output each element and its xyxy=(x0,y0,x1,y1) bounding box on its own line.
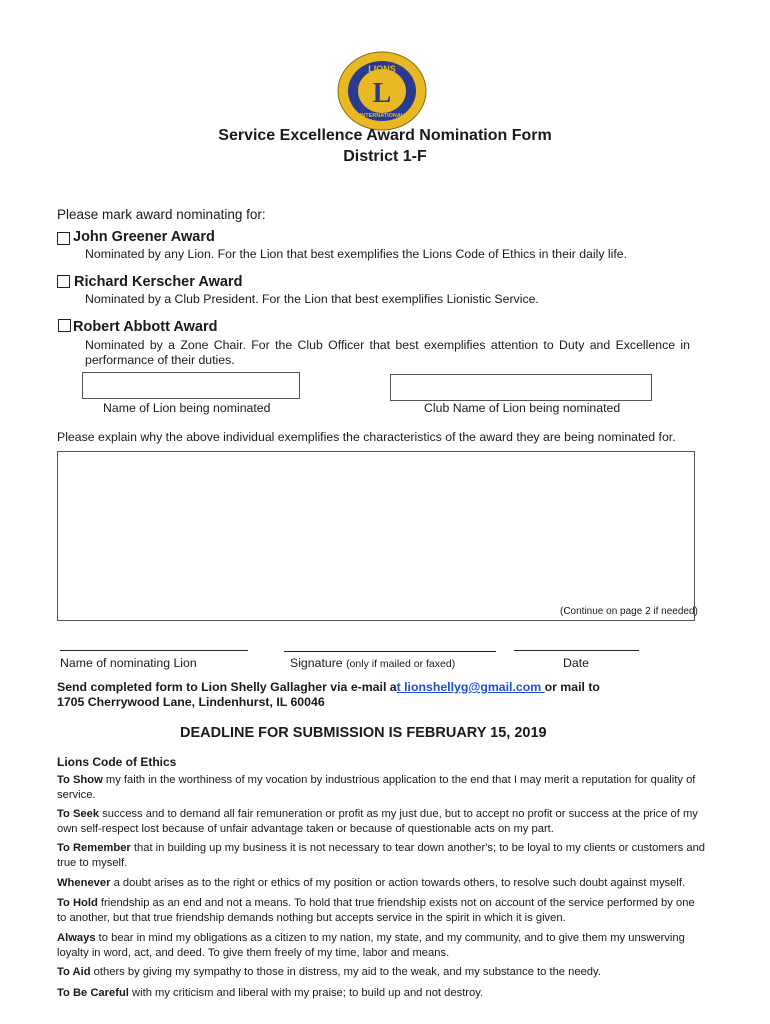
code-item-whenever xyxy=(57,876,707,891)
explanation-textarea[interactable] xyxy=(57,451,695,621)
code-item-to-remember xyxy=(57,841,707,870)
code-text: friendship as an end and not a means. To hold that true friendship exists not on account of the service performed by one to another, but that true friendship demands nothing but accepts service in the spirit in which it is given. xyxy=(57,897,695,924)
code-text: to bear in mind my obligations as a citizen to my nation, my state, and my community, and to give them my unswerving loyalty in word, act, and deed. To give them freely of my time, labor and means. xyxy=(57,932,685,959)
logo-top-text: LIONS xyxy=(368,64,396,74)
nominator-line[interactable] xyxy=(60,650,248,651)
submission-suffix: or mail to xyxy=(544,680,600,694)
code-text: that in building up my business it is not necessary to tear down another's; to be loyal to my clients or customers and true to myself. xyxy=(57,842,706,869)
award-name-robert-abbott: Robert Abbott Award xyxy=(73,319,218,335)
code-item-to-be-careful xyxy=(57,986,707,1001)
signature-note: (only if mailed or faxed) xyxy=(346,658,456,670)
signature-line[interactable] xyxy=(284,651,496,652)
logo-letter: L xyxy=(372,78,392,109)
code-lead: To Seek xyxy=(57,808,100,820)
form-district: District 1-F xyxy=(343,148,427,165)
award-desc-robert-abbott: Nominated by a Zone Chair. For the Club Officer that best exemplifies attention to Duty and Excellence in performance of their duties. xyxy=(85,338,690,367)
code-text: a doubt arises as to the right or ethics of my position or action towards others, to resolve such doubt against myself. xyxy=(110,877,686,889)
form-title: Service Excellence Award Nomination Form xyxy=(218,127,552,144)
code-lead: To Be Careful xyxy=(57,987,129,999)
award-desc-richard-kerscher: Nominated by a Club President. For the Lion that best exemplifies Lionistic Service. xyxy=(85,292,539,306)
award-checkbox-john-greener[interactable] xyxy=(57,232,70,245)
explain-prompt: Please explain why the above individual exemplifies the characteristics of the award they are being nominated for. xyxy=(57,430,676,444)
code-lead: To Remember xyxy=(57,842,131,854)
code-item-always xyxy=(57,931,707,960)
deadline-notice: DEADLINE FOR SUBMISSION IS FEBRUARY 15, 2019 xyxy=(180,725,547,741)
code-text: others by giving my sympathy to those in distress, my aid to the weak, and my substance to the needy. xyxy=(90,966,601,978)
award-checkbox-richard-kerscher[interactable] xyxy=(57,275,70,288)
code-text: with my criticism and liberal with my praise; to build up and not destroy. xyxy=(128,987,484,999)
award-name-john-greener: John Greener Award xyxy=(73,229,215,245)
submission-prefix: Send completed form to Lion Shelly Gallagher via e-mail a xyxy=(57,680,397,694)
code-text: my faith in the worthiness of my vocation by industrious application to the end that I may merit a reputation for quality of service. xyxy=(57,774,696,801)
signature-label xyxy=(290,656,455,670)
code-item-to-hold xyxy=(57,896,707,925)
club-name-input[interactable] xyxy=(390,374,652,401)
date-label: Date xyxy=(563,656,589,670)
code-item-to-aid xyxy=(57,965,707,980)
code-heading: Lions Code of Ethics xyxy=(57,755,177,769)
nominee-name-label: Name of Lion being nominated xyxy=(103,401,271,415)
award-prompt: Please mark award nominating for: xyxy=(57,207,266,222)
code-item-to-seek xyxy=(57,807,707,836)
submission-address: 1705 Cherrywood Lane, Lindenhurst, IL 60046 xyxy=(57,695,325,709)
nominee-name-input[interactable] xyxy=(82,372,300,399)
submission-line-1 xyxy=(57,680,600,694)
submission-email-link[interactable]: t lionshellyg@gmail.com xyxy=(396,680,545,694)
code-lead: To Aid xyxy=(57,966,91,978)
code-lead: Always xyxy=(57,932,96,944)
code-text: success and to demand all fair remuneration or profit as my just due, but to accept no profit or success at the price of my own self-respect lost because of unfair advantage taken or because of questionable acts on my part. xyxy=(57,808,698,835)
continue-note: (Continue on page 2 if needed) xyxy=(560,606,698,617)
club-name-label: Club Name of Lion being nominated xyxy=(424,401,621,415)
code-item-to-show xyxy=(57,773,707,802)
lions-logo xyxy=(337,50,427,132)
code-lead: To Hold xyxy=(57,897,98,909)
logo-bottom-text: INTERNATIONAL xyxy=(359,113,405,119)
award-desc-john-greener: Nominated by any Lion. For the Lion that best exemplifies the Lions Code of Ethics in their daily life. xyxy=(85,247,628,261)
code-lead: Whenever xyxy=(57,877,111,889)
award-name-richard-kerscher: Richard Kerscher Award xyxy=(74,274,243,290)
nominator-label: Name of nominating Lion xyxy=(60,656,197,670)
date-line[interactable] xyxy=(514,650,639,651)
signature-label-text: Signature xyxy=(290,656,343,670)
award-checkbox-robert-abbott[interactable] xyxy=(58,319,71,332)
code-lead: To Show xyxy=(57,774,103,786)
